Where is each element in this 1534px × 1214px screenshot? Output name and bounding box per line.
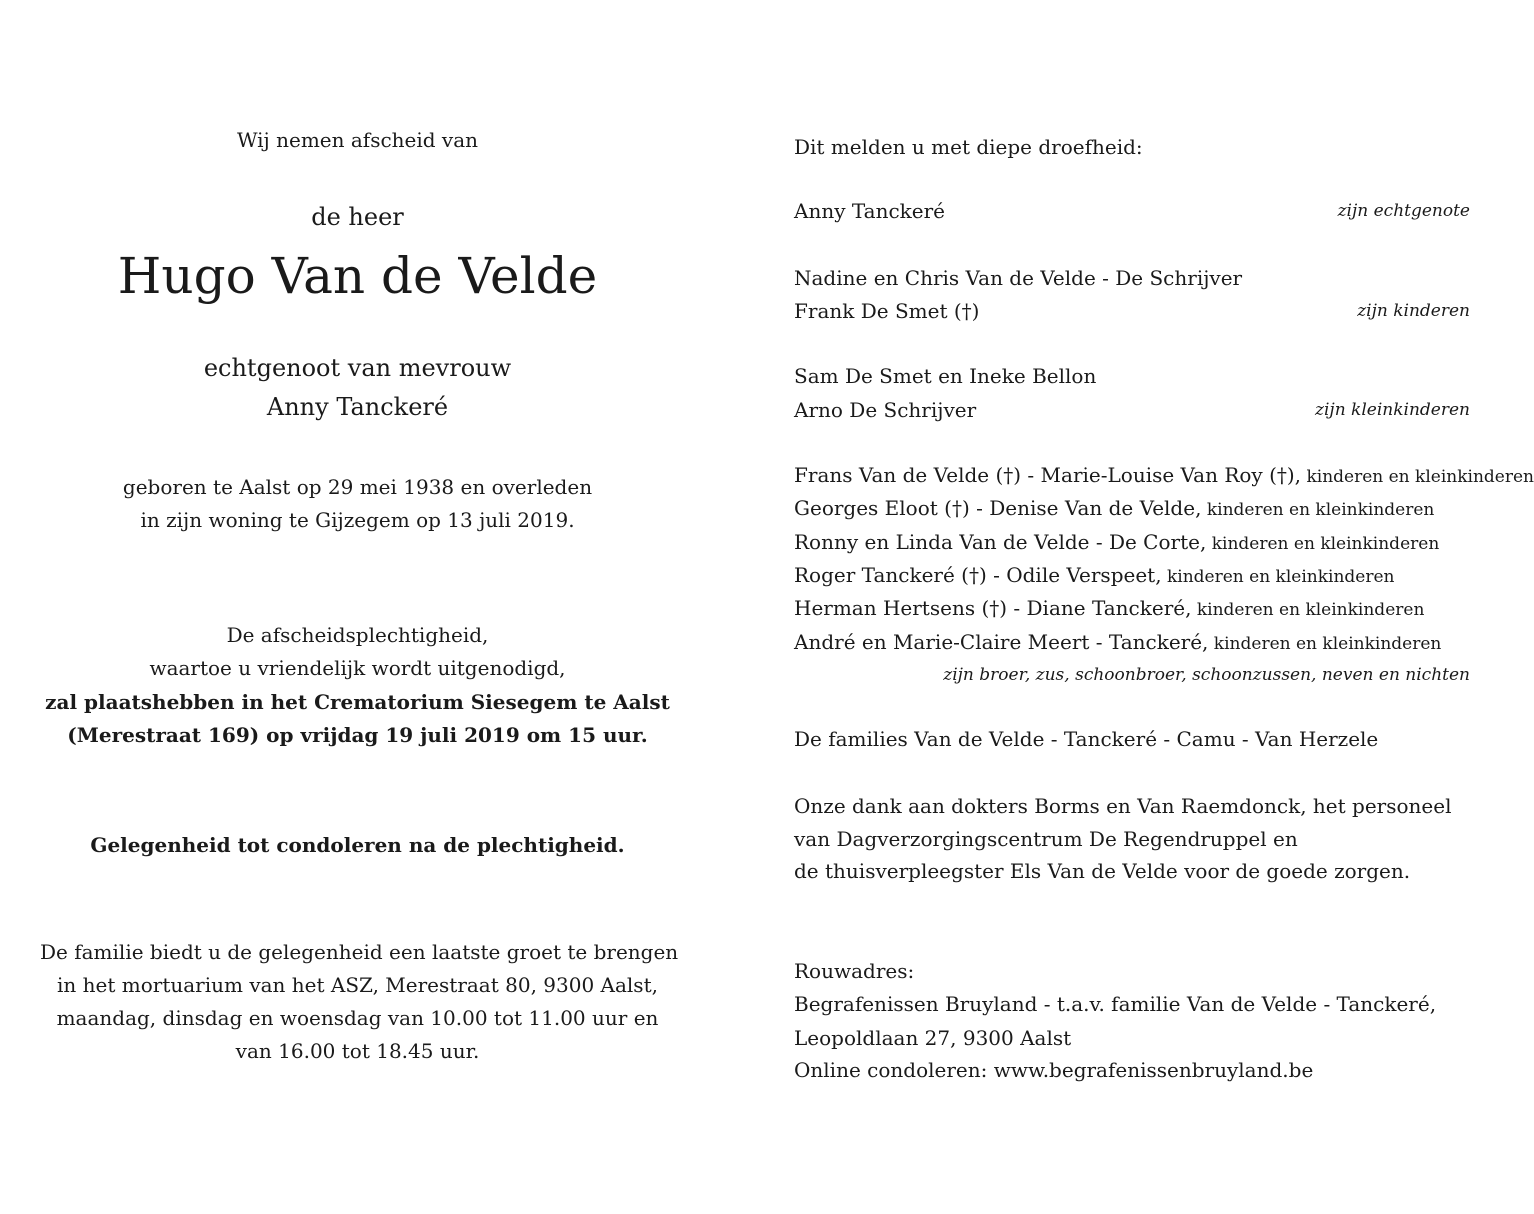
families-line: De families Van de Velde - Tanckeré - Camu - Van Herzele	[794, 727, 1379, 751]
address-line: Begrafenissen Bruyland - t.a.v. familie Van de Velde - Tanckeré,	[794, 992, 1437, 1016]
sibling-line: Herman Hertsens (†) - Diane Tanckeré, kinderen en kleinkinderen	[794, 596, 1425, 620]
honorific: de heer	[311, 203, 404, 231]
sibling-line: André en Marie-Claire Meert - Tanckeré, kinderen en kleinkinderen	[794, 630, 1442, 654]
announcement: Dit melden u met diepe droefheid:	[794, 135, 1143, 159]
visit-line: maandag, dinsdag en woensdag van 10.00 tot 11.00 uur en	[56, 1006, 659, 1030]
mourner-role: zijn kinderen	[1357, 301, 1470, 321]
spouse-intro: echtgenoot van mevrouw	[203, 354, 512, 382]
visit-line: van 16.00 tot 18.45 uur.	[235, 1039, 480, 1063]
ceremony-line: zal plaatshebben in het Crematorium Siesegem te Aalst	[45, 690, 670, 714]
mourner-name: Anny Tanckeré	[794, 199, 946, 223]
condolence-note: Gelegenheid tot condoleren na de plechtigheid.	[90, 833, 625, 857]
mourner-role: zijn kleinkinderen	[1315, 400, 1470, 420]
sibling-line: Roger Tanckeré (†) - Odile Verspeet, kinderen en kleinkinderen	[794, 563, 1395, 587]
mourner-name: Sam De Smet en Ineke Bellon	[794, 364, 1097, 388]
address-line: Leopoldlaan 27, 9300 Aalst	[794, 1026, 1072, 1050]
intro-text: Wij nemen afscheid van	[236, 128, 479, 152]
address-label: Rouwadres:	[794, 959, 915, 983]
sibling-line: Ronny en Linda Van de Velde - De Corte, kinderen en kleinkinderen	[794, 530, 1440, 554]
sibling-line: Frans Van de Velde (†) - Marie-Louise Van Roy (†), kinderen en kleinkinderen	[794, 463, 1534, 487]
thanks-line: van Dagverzorgingscentrum De Regendruppel en	[794, 827, 1298, 851]
mourner-name: Arno De Schrijver	[794, 398, 977, 422]
mourner-role: zijn broer, zus, schoonbroer, schoonzussen, neven en nichten	[943, 665, 1470, 685]
birth-line: geboren te Aalst op 29 mei 1938 en overleden	[122, 475, 593, 499]
thanks-line: Onze dank aan dokters Borms en Van Raemdonck, het personeel	[794, 794, 1452, 818]
ceremony-line: waartoe u vriendelijk wordt uitgenodigd,	[149, 656, 566, 680]
ceremony-line: (Merestraat 169) op vrijdag 19 juli 2019 om 15 uur.	[67, 723, 648, 747]
mourner-name: Frank De Smet (†)	[794, 299, 980, 323]
ceremony-line: De afscheidsplechtigheid,	[226, 623, 489, 647]
thanks-line: de thuisverpleegster Els Van de Velde voor de goede zorgen.	[794, 859, 1411, 883]
spouse-name: Anny Tanckeré	[266, 393, 449, 421]
mourner-name: Nadine en Chris Van de Velde - De Schrijver	[794, 266, 1243, 290]
deceased-name: Hugo Van de Velde	[117, 247, 598, 305]
address-line: Online condoleren: www.begrafenissenbruyland.be	[794, 1058, 1314, 1082]
birth-line: in zijn woning te Gijzegem op 13 juli 2019.	[140, 508, 575, 532]
visit-line: De familie biedt u de gelegenheid een laatste groet te brengen	[40, 940, 679, 964]
visit-line: in het mortuarium van het ASZ, Merestraat 80, 9300 Aalst,	[57, 973, 658, 997]
sibling-line: Georges Eloot (†) - Denise Van de Velde, kinderen en kleinkinderen	[794, 496, 1435, 520]
mourner-role: zijn echtgenote	[1337, 201, 1470, 221]
